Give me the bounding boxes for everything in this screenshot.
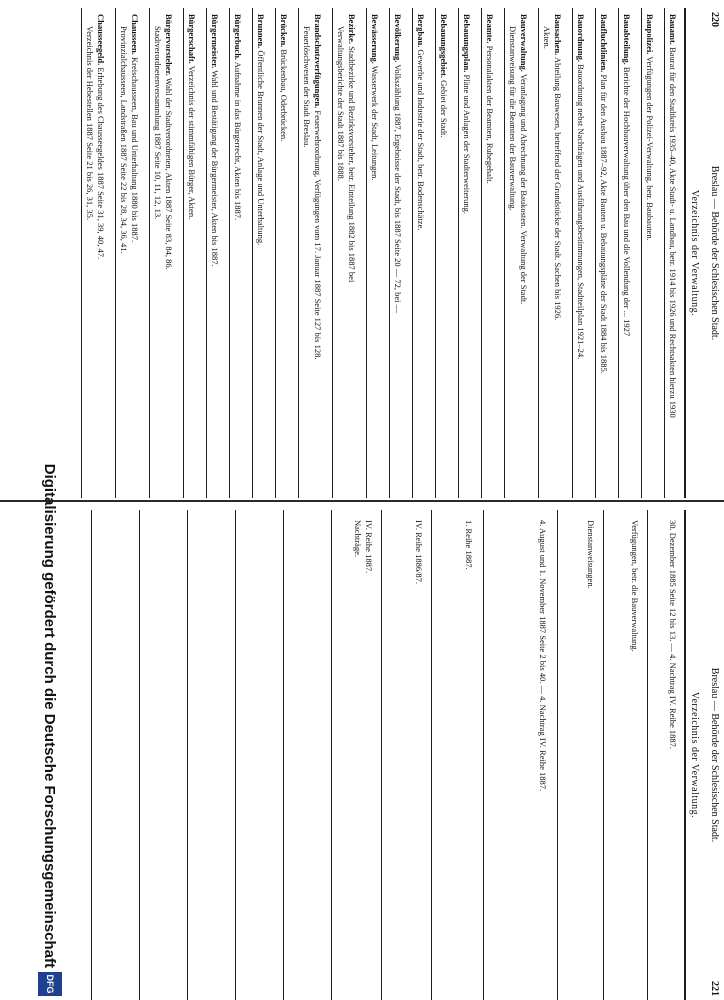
entry [438,14,449,494]
entry-text: Plan für den Ausbau 1887–92, Akte Bauten u. Bebauungspläne der Stadt 1884 bis 1885. [599,72,609,374]
entry [667,14,678,494]
entry-term: Bebauungsgebiet. [439,14,449,78]
entry [392,14,403,494]
entry-text: Gewerbe und Industrie der Stadt, betr. Bodenschätze. [416,47,426,231]
entry-term: Bürgermeister. [210,14,220,69]
entry-continuation: Verzeichnis der Hebestellen 1887 Seite 21 bis 26, 31, 35. [85,26,95,221]
entry-term: Bürgerschaft. [187,14,197,64]
entry [209,14,220,494]
entry [118,14,140,494]
entry-rule [235,510,236,1000]
entry [301,14,323,494]
entry-term: Bauordnung. [576,14,586,62]
entry-rule [389,8,390,498]
section-subheading: Verzeichnis der Verwaltung. [689,691,700,819]
entry-rule [91,510,92,1000]
entry-rule [331,510,332,1000]
entry-term: Bauabteilung. [622,14,632,65]
entry-rule [149,8,150,498]
entry [598,14,609,494]
page-number: 221 [709,981,720,996]
entry-text: Abteilung Bauwesen, betreffend der Grundstücke der Stadt. Sachen bis 1926. [553,55,563,321]
entry-text: 1. Reihe 1887. [464,520,474,570]
entry-rule [603,510,604,1000]
entry [152,14,174,494]
entry-text: Kreischausseen, Bau und Unterhaltung 1880 bis 1887. [130,54,140,243]
entry-text: Volkszählung 1887, Ergebnisse der Stadt, bis 1887 Seite 20 — 72, bei — [393,62,403,314]
entry-text: Veranlagung und Abrechnung der Baukosten. Verwaltung der Stadt. [519,71,529,305]
header-rule [685,510,687,1000]
entry-rule [458,8,459,498]
entry [585,520,596,992]
funding-notice: Digitalisierung gefördert durch die Deutsche Forschungsgemeinschaft [41,463,58,968]
entry [352,520,374,992]
entry-continuation: Dienstanweisung für die Beamten der Bauverwaltung. [508,26,518,211]
entry-text: 4. August und 1. November 1887 Seite 2 bis 40. — 4. Nachtrag IV. Reihe 1887. [538,520,548,792]
entry [667,520,678,992]
entry-continuation: Verwaltungsberichte der Stadt 1887 bis 1888. [336,26,346,181]
entry [415,14,426,494]
entry-text: Berichte der Hochbauverwaltung über den Bau und die Vollendung der ... 1927 [622,64,632,337]
entry-rule [206,8,207,498]
entry-rule [229,8,230,498]
entry-text: Dienstanweisungen. [586,520,596,589]
entry [255,14,266,494]
entry-term: Bausachen. [553,14,563,56]
entry-rule [187,510,188,1000]
entry-continuation: Feuerlöschwesen der Stadt Breslau. [302,26,312,148]
section-subheading: Verzeichnis der Verwaltung. [689,189,700,317]
left-page [64,8,724,498]
entry-rule [538,8,539,498]
entry-text: Baurat für den Stadtkreis 1935–40, Akte Stadt- u. Landbau, betr. 1914 bis 1926 und Rechtsakten hierzu 1930 [668,44,678,418]
right-page [64,510,724,1000]
footer [0,0,64,1000]
entry-rule [298,8,299,498]
entry [629,520,640,992]
entry-term: Bürgerbuch. [233,14,243,61]
entry-rule [183,8,184,498]
entry-text: Wahl der Stadtverordneten, Akten 1887 Seite 83, 84, 86. [164,75,174,270]
entry [575,14,586,494]
entry-text: Pläne und Anlagen der Stadterweiterung. [462,72,472,214]
entry-text: Aufnahme in das Bürgerrecht, Akten bis 1887. [233,60,243,221]
entry-rule [664,8,665,498]
entry-text: Gebiet der Stadt. [439,78,449,138]
entry-continuation: Provinzialchausseen, Landstraßen 1887 Seite 22 bis 28, 34, 36, 41. [119,26,129,254]
entry-continuation: Nachträge. [353,520,363,558]
entry-rule [435,8,436,498]
entry-text: Öffentliche Brunnen der Stadt, Anlage und Unterhaltung. [256,48,266,246]
entry-text: Verzeichnis der stimmfähigen Bürger, Akten. [187,63,197,220]
entry-term: Bergbau. [416,14,426,48]
entry [278,14,289,494]
entry-term: Baupolizei. [645,14,655,55]
entry-rule [139,510,140,1000]
entry-rule [252,8,253,498]
entry-term: Chausseegeld. [96,14,106,66]
entry-rule [481,8,482,498]
entry-term: Brunnen. [256,14,266,49]
entry [537,520,548,992]
entry-continuation: Akten. [542,26,552,49]
entry-rule [557,510,558,1000]
running-head: Breslau — Behörde der Schlesischen Stadt. [709,165,720,341]
entry-rule [647,510,648,1000]
entry-continuation: Stadtverordnetenversammlung 1887 Seite 10, 11, 12, 13. [153,26,163,220]
entry-text: Brückenbau, Oderbrücken. [279,47,289,142]
entry-text: IV. Reihe 1886/87. [414,520,424,585]
entry-term: Beamte. [485,14,495,44]
gutter-line [0,500,724,502]
entry [507,14,529,494]
entry-rule [81,8,82,498]
entry-term: Bauverwaltung. [519,14,529,72]
entry-rule [381,510,382,1000]
entry [461,14,472,494]
entry-rule [332,8,333,498]
entry [413,520,424,992]
entry-term: Bezirke. [347,14,357,44]
entry-text: Verfügungen der Polizei-Verwaltung, betr. Baubauten. [645,54,655,241]
entry-term: Brandschutzverfügungen. [313,14,323,109]
entry-rule [275,8,276,498]
entry-rule [595,8,596,498]
entry-term: Baufluchtlinien. [599,14,609,73]
entry-text: Stadtbezirke und Bezirksvorsteher, betr. Einteilung 1882 bis 1887 bei [347,43,357,283]
entry-rule [412,8,413,498]
page-number: 220 [709,12,720,27]
entry-term: Bebauungsplan. [462,14,472,73]
entry-rule [115,8,116,498]
entry [186,14,197,494]
entry-term: Bevölkerung. [393,14,403,63]
entry-text: Personalakten der Beamten, Ruhegehalt. [485,43,495,184]
entry-rule [504,8,505,498]
entry-text: 30. Dezember 1885 Seite 12 bis 13. — 4. Nachtrag IV. Reihe 1887. [668,520,678,750]
entry-term: Bauamt. [668,14,678,45]
entry-term: Bewässerung. [370,14,380,64]
entry-rule [641,8,642,498]
entry-text: Wahl und Bestätigung der Bürgermeister, Akten bis 1887. [210,68,220,267]
entry [484,14,495,494]
entry-rule [283,510,284,1000]
entry-text: Feuerwehrordnung, Verfügungen vom 17. Januar 1887 Seite 127 bis 128. [313,108,323,360]
entry-text: Erhebung des Chausseegeldes 1887 Seite 31, 39, 40, 47. [96,65,106,260]
entry-rule [431,510,432,1000]
entry-term: Bürgervorsteher. [164,14,174,76]
entry [335,14,357,494]
header-rule [685,8,687,498]
entry-text: IV. Reihe 1887. [364,520,374,574]
entry-text: Bauordnung nebst Nachträgen und Ausführungsbestimmungen, Stadtteilplan 1921–24. [576,61,586,360]
entry-text: Wasserwerk der Stadt, Leitungen. [370,63,380,181]
dfg-logo: DFG [38,972,62,996]
entry-term: Chausseen. [130,14,140,55]
entry [644,14,655,494]
entry-rule [572,8,573,498]
entry-term: Brücken. [279,14,289,48]
entry-rule [618,8,619,498]
entry-rule [483,510,484,1000]
entry [541,14,563,494]
entry [463,520,474,992]
entry [84,14,106,494]
entry [621,14,632,494]
entry [232,14,243,494]
entry-rule [366,8,367,498]
entry-text: Verfügungen, betr. die Bauverwaltung. [630,520,640,652]
entry [369,14,380,494]
running-head: Breslau — Behörde der Schlesischen Stadt. [709,667,720,843]
